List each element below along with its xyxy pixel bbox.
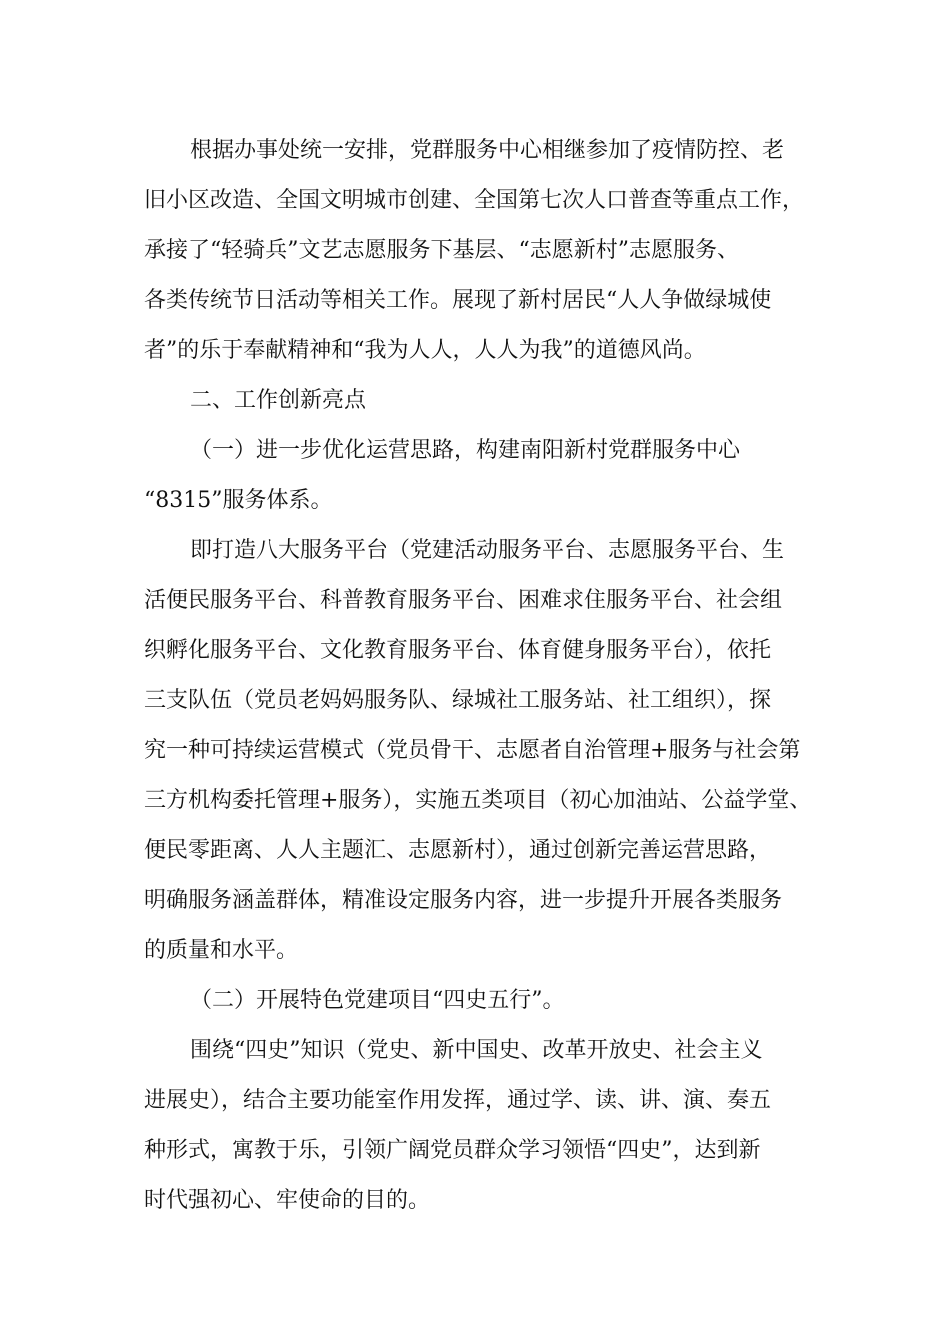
text-line: 各类传统节日活动等相关工作。展现了新村居民“人人争做绿城使 [144,288,772,313]
text-line: 的质量和水平。 [144,938,299,963]
section-heading: 二、工作创新亮点 [190,388,367,413]
text-line: 者”的乐于奉献精神和“我为人人，人人为我”的道德风尚。 [144,338,706,363]
text-line: 三方机构委托管理+服务），实施五类项目（初心加油站、公益学堂、 [144,788,812,813]
text-line: 进展史），结合主要功能室作用发挥，通过学、读、讲、演、奏五 [144,1088,772,1113]
text-line: 究一种可持续运营模式（党员骨干、志愿者自治管理+服务与社会第 [144,738,801,763]
text-line: 根据办事处统一安排，党群服务中心相继参加了疫情防控、老 [190,138,785,163]
text-line: 承接了“轻骑兵”文艺志愿服务下基层、“志愿新村”志愿服务、 [144,238,739,263]
text-line: 便民零距离、人人主题汇、志愿新村），通过创新完善运营思路， [144,838,772,863]
subsection-heading: （一）进一步优化运营思路，构建南阳新村党群服务中心 [190,438,741,463]
text-line: 时代强初心、牢使命的目的。 [144,1188,431,1213]
text-line: 三支队伍（党员老妈妈服务队、绿城社工服务站、社工组织），探 [144,688,772,713]
text-line: 明确服务涵盖群体，精准设定服务内容，进一步提升开展各类服务 [144,888,783,913]
text-line: 种形式，寓教于乐，引领广阔党员群众学习领悟“四史”，达到新 [144,1138,761,1163]
text-line: 活便民服务平台、科普教育服务平台、困难求住服务平台、社会组 [144,588,783,613]
text-line: “8315”服务体系。 [144,488,333,513]
subsection-heading: （二）开展特色党建项目“四史五行”。 [190,988,565,1013]
text-line: 织孵化服务平台、文化教育服务平台、体育健身服务平台），依托 [144,638,772,663]
text-line: 即打造八大服务平台（党建活动服务平台、志愿服务平台、生 [190,538,785,563]
text-line: 旧小区改造、全国文明城市创建、全国第七次人口普查等重点工作， [144,188,805,213]
text-line: 围绕“四史”知识（党史、新中国史、改革开放史、社会主义 [190,1038,763,1063]
